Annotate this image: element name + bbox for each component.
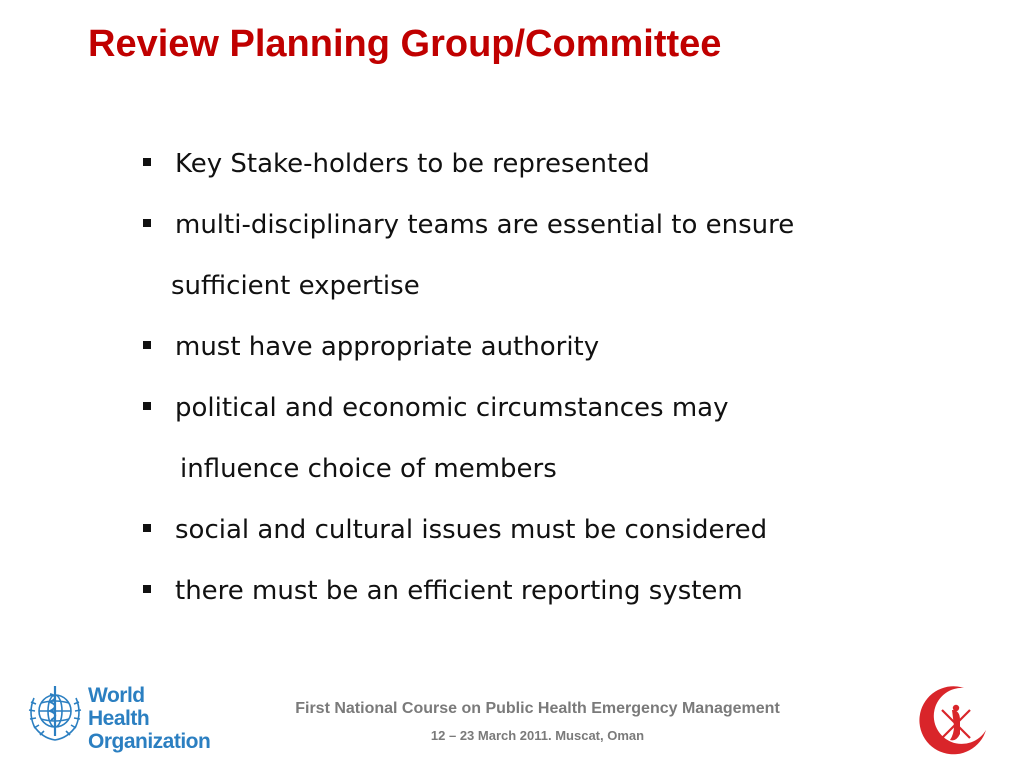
bullet-continuation	[140, 260, 940, 321]
slide-title: Review Planning Group/Committee	[88, 23, 722, 65]
who-wordmark-line1: World Health	[88, 684, 150, 730]
bullet-item	[140, 382, 940, 443]
footer	[230, 698, 980, 746]
square-bullet-icon	[143, 158, 151, 166]
bullet-text: Key Stake-holders to be represented	[175, 149, 650, 179]
bullet-item	[140, 504, 940, 565]
bullet-continuation-text: sufficient expertise	[171, 271, 420, 301]
bullet-text: social and cultural issues must be considered	[175, 515, 768, 545]
crescent-emblem-icon	[912, 680, 992, 760]
who-wordmark-line2: Organization	[88, 730, 211, 753]
bullet-item	[140, 138, 940, 199]
bullet-text: must have appropriate authority	[175, 332, 600, 362]
footer-date-location: 12 – 23 March 2011. Muscat, Oman	[430, 728, 645, 743]
footer-course-title: First National Course on Public Health Emergency Management	[295, 700, 780, 717]
square-bullet-icon	[143, 219, 151, 227]
bullet-continuation	[140, 443, 940, 504]
bullet-item	[140, 321, 940, 382]
bullet-text: multi-disciplinary teams are essential to ensure	[175, 210, 795, 240]
bullet-text: political and economic circumstances may	[175, 393, 729, 423]
bullet-list	[140, 138, 940, 626]
bullet-item	[140, 565, 940, 626]
bullet-text: there must be an efficient reporting system	[175, 576, 743, 606]
bullet-continuation-text: influence choice of members	[180, 454, 557, 484]
square-bullet-icon	[143, 585, 151, 593]
square-bullet-icon	[143, 402, 151, 410]
square-bullet-icon	[143, 524, 151, 532]
square-bullet-icon	[143, 341, 151, 349]
who-emblem-icon	[24, 678, 86, 744]
bullet-item	[140, 199, 940, 260]
